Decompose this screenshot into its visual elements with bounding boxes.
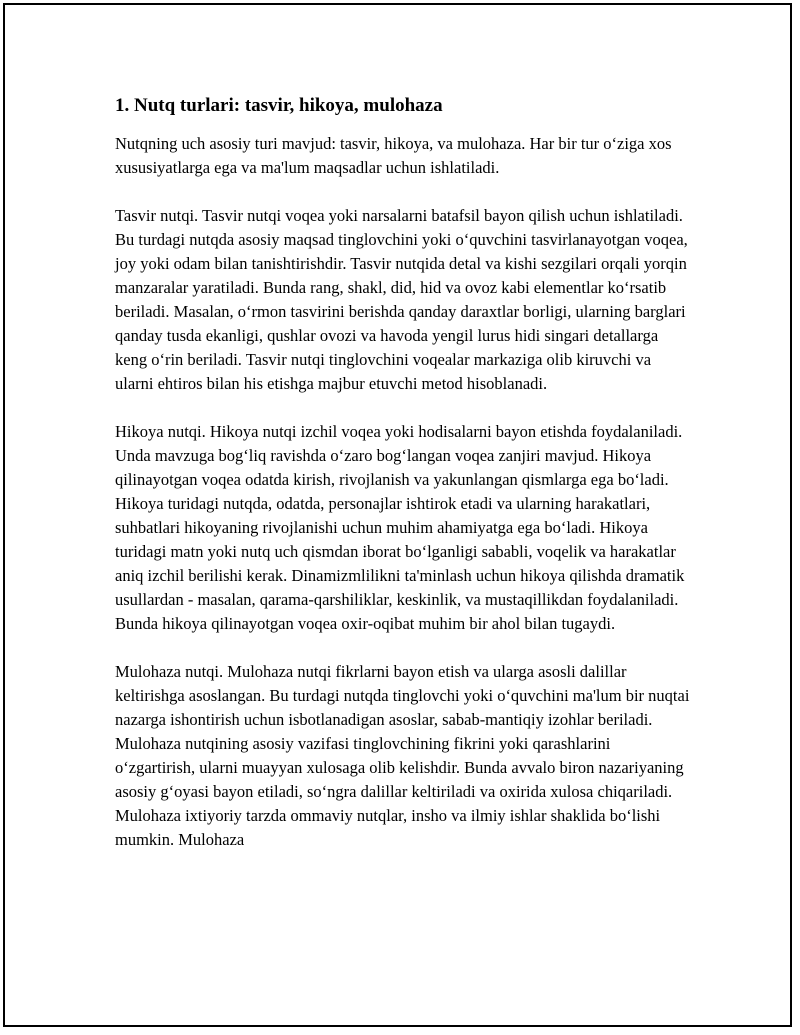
hikoya-paragraph: Hikoya nutqi. Hikoya nutqi izchil voqea yoki hodisalarni bayon etishda foydalaniladi. Unda mavzuga bog‘liq ravishda o‘zaro bog‘langan voqea zanjiri mavjud. Hikoya qilinayotgan voqea odatda kirish, rivojlanish va yakunlangan qismlarga ega bo‘ladi. Hikoya turidagi nutqda, odatda, personajlar ishtirok etadi va ularning harakatlari, suhbatlari hikoyaning rivojlanishi uchun muhim ahamiyatga ega bo‘ladi. Hikoya turidagi matn yoki nutq uch qismdan iborat bo‘lganligi sababli, voqelik va harakatlar aniq izchil berilishi kerak. Dinamizmlilikni ta'minlash uchun hikoya qilishda dramatik usullardan - masalan, qarama-qarshiliklar, keskinlik, va mustaqillikdan foydalaniladi. Bunda hikoya qilinayotgan voqea oxir-oqibat muhim bir ahol bilan tugaydi. bbox=[115, 422, 685, 633]
tasvir-paragraph: Tasvir nutqi. Tasvir nutqi voqea yoki narsalarni batafsil bayon qilish uchun ishlatiladi. Bu turdagi nutqda asosiy maqsad tinglovchini yoki o‘quvchini tasvirlanayotgan voqea, joy yoki odam bilan tanishtirishdir. Tasvir nutqida detal va kishi sezgilari orqali yorqin manzaralar yaratiladi. Bunda rang, shakl, did, hid va ovoz kabi elementlar ko‘rsatib beriladi. Masalan, o‘rmon tasvirini berishda qanday daraxtlar borligi, ularning barglari qanday tusda ekanligi, qushlar ovozi va havoda yengil lurus hidi singari detallarga keng o‘rin beriladi. Tasvir nutqi tinglovchini voqealar markaziga olib kiruvchi va ularni ehtiros bilan his etishga majbur etuvchi metod hisoblanadi. bbox=[115, 206, 688, 393]
intro-paragraph: Nutqning uch asosiy turi mavjud: tasvir, hikoya, va mulohaza. Har bir tur o‘ziga xos xususiyatlarga ega va ma'lum maqsadlar uchun ishlatiladi. bbox=[115, 134, 672, 177]
mulohaza-paragraph: Mulohaza nutqi. Mulohaza nutqi fikrlarni bayon etish va ularga asosli dalillar keltirishga asoslangan. Bu turdagi nutqda tinglovchi yoki o‘quvchini ma'lum bir nuqtai nazarga ishontirish uchun isbotlanadigan asoslar, sabab-mantiqiy izohlar beriladi. Mulohaza nutqining asosiy vazifasi tinglovchining fikrini yoki qarashlarini o‘zgartirish, ularni muayyan xulosaga olib kelishdir. Bunda avvalo biron nazariyaning asosiy g‘oyasi bayon etiladi, so‘ngra dalillar keltiriladi va oxirida xulosa chiqariladi. Mulohaza ixtiyoriy tarzda ommaviy nutqlar, insho va ilmiy ishlar shaklida bo‘lishi mumkin. Mulohaza bbox=[115, 662, 690, 849]
document-body bbox=[115, 94, 690, 876]
section-heading: 1. Nutq turlari: tasvir, hikoya, mulohaza bbox=[115, 95, 443, 116]
